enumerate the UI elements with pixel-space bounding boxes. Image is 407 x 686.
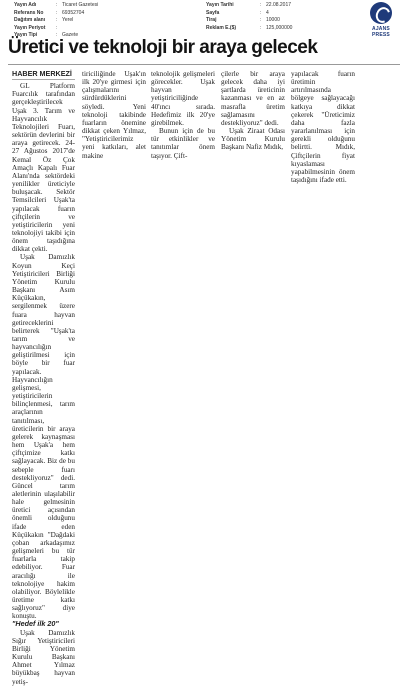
article-headline: Üretici ve teknoloji bir araya gelecek <box>8 37 318 58</box>
meta-colon: : <box>56 24 58 31</box>
paragraph: çilerle bir araya gelecek daha iyi şartlarda üreticinin kazanması ve en az masrafla üretim sağlamasını destekliyoruz" dedi. <box>221 70 285 127</box>
meta-row <box>14 10 98 18</box>
meta-value: 69352704 <box>62 9 85 16</box>
meta-key: Yayın Tipi <box>14 32 38 38</box>
meta-row <box>206 17 292 25</box>
paragraph: Bunun için de bu tür etkinlikler ve tanıtımlar önem taşıyor. Çift- <box>151 127 215 160</box>
paragraph: Uşak Damızlık Sığır Yetiştiricileri Birliği Yönetim Kurulu Başkanı Ahmet Yılmaz büyükbaş hayvan yetiş- <box>12 628 75 686</box>
ajans-press-icon <box>370 2 392 24</box>
meta-value: Yerel <box>62 17 74 23</box>
clipping-meta-left <box>14 2 98 40</box>
meta-key: Reklam E.($) <box>206 24 237 31</box>
paragraph: yapılacak fuarın üretimin artırılmasında bölgeye sağlayacağı katkıya dikkat çekerek "Üreticimiz daha fazla yararlanılması için gerekli olduğunu belirtti. Mıdık, Çiftçilerin fiyat kıyaslaması yapabilmesinin önem taşıdığını ifade etti. <box>291 70 355 185</box>
article-column-3 <box>151 70 215 160</box>
article-column-4 <box>221 70 285 152</box>
meta-row <box>206 2 292 10</box>
meta-colon: : <box>56 32 58 38</box>
meta-key: Referans No <box>14 9 44 16</box>
meta-value: 22.08.2017 <box>266 2 292 8</box>
paragraph: Uşak Ziraat Odası Yönetim Kurulu Başkanı Nafiz Mıdık, <box>221 127 285 152</box>
article-byline: HABER MERKEZİ <box>12 69 72 78</box>
meta-value: Ticaret Gazetesi <box>62 2 99 8</box>
ajans-press-logo <box>364 2 398 38</box>
meta-row <box>14 2 98 10</box>
meta-key: Sayfa <box>206 9 220 16</box>
article-column-1 <box>12 70 75 686</box>
article-column-5 <box>291 70 355 184</box>
paragraph: teknolojik gelişmeleri görecekler. Uşak hayvan yetiştiriciliğinde 40'ıncı sırada. Hedefimiz ilk 20'ye girebilmek. <box>151 70 215 127</box>
article-column-2 <box>82 70 146 160</box>
meta-colon: : <box>260 2 262 8</box>
meta-key: Yayın Adı <box>14 2 37 8</box>
meta-key: Dağıtım alanı <box>14 17 46 23</box>
meta-key: Yayın Periyot <box>14 24 46 31</box>
paragraph: GL Platform Fuarcılık tarafından gerçekleştirilecek Uşak 3. Tarım ve Hayvancılık Teknolojileri Fuarı, sektörün devlerini bir araya getirecek. 24-27 Ağustos 2017'de Kemal Öz Çok Amaçlı Kapalı Fuar Alanı'nda sektördeki yenilikler üreticiyle buluşacak. Sektör Temsilcileri Uşak'ta yapılacak fuarın çiftçilerin ve yetiştiricilerin yeni teknolojiyi takibi için önem taşıdığına dikkat çekti. <box>12 82 75 254</box>
meta-colon: : <box>56 17 58 23</box>
logo-text: AJANS PRESS <box>372 26 390 38</box>
meta-key: Yayın Tarihi <box>206 2 234 8</box>
meta-row <box>14 25 98 33</box>
meta-colon: : <box>260 9 262 16</box>
paragraph: tiriciliğinde Uşak'ın ilk 20'ye girmesi için çalışmalarını sürdürdüklerini söyledi. Yeni teknoloji takibinde fuarların önemine dikkat çeken Yılmaz, "Yetiştiricilerimiz yeni katkıları, alet makine <box>82 70 146 160</box>
meta-colon: : <box>260 17 262 23</box>
clipping-meta-right <box>206 2 292 32</box>
section-subhead: "Hedef ilk 20" <box>12 619 59 629</box>
meta-value: 10000 <box>266 17 280 23</box>
meta-colon: : <box>260 24 262 31</box>
meta-colon: : <box>56 9 58 16</box>
meta-key: Tiraj <box>206 17 217 23</box>
headline-divider <box>8 64 400 65</box>
meta-colon: : <box>56 2 58 8</box>
meta-row <box>206 25 292 33</box>
meta-row <box>14 17 98 25</box>
paragraph: Uşak Damızlık Koyun Keçi Yetiştiricileri Birliği Yönetim Kurulu Başkanı Asım Küçükakın, sergilenmek üzere fuara hayvan getireceklerini belirterek "Uşak'ta tarım ve hayvancılığın geliştirilmesi için böyle bir fuar yapılacak. Hayvancılığın gelişmesi, yetiştiricilerin bilinçlenmesi, tarım araçlarının tanıtılması, üreticilerin bir araya gelerek kaynaşması hem Uşak'a hem çiftçimize katkı sağlayacak. Biz de bu sebeple fuarı destekliyoruz" dedi. Güncel tarım aletlerinin ulaşılabilir hale gelmesinin üretici açısından önemli olduğunu ifade eden Küçükakın "Dağdaki çoban arkadaşımız gelişmeleri bu tür fuarlarla takip edebiliyor. Fuar aracılığı ile teknolojiye hakim olabiliyor. Böylelikle üretime katkı sağlıyoruz" diye konuştu. <box>12 253 75 621</box>
meta-value: Gazete <box>62 32 79 38</box>
meta-row <box>206 10 292 18</box>
meta-value: 125,000000 <box>266 24 293 31</box>
meta-value: 4 <box>266 9 269 16</box>
